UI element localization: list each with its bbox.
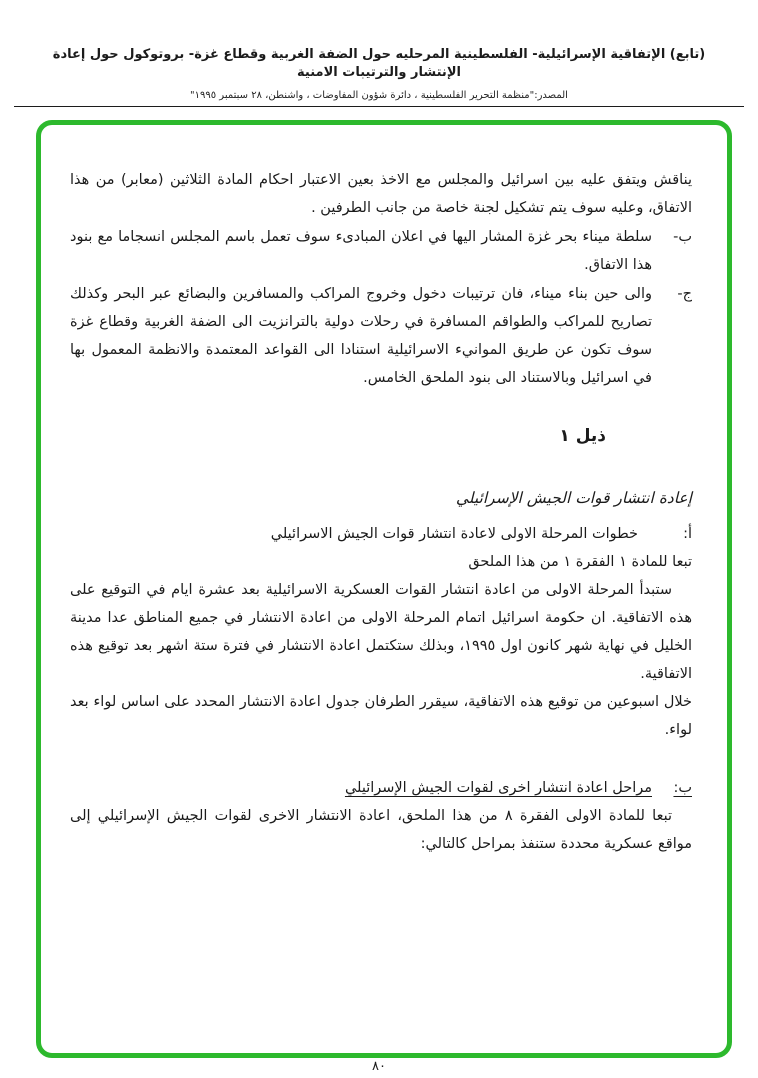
appendix-item-a-marker: أ:: [683, 526, 692, 543]
appendix-item-b-title: مراحل اعادة انتشار اخرى لقوات الجيش الإسرائيلي: [344, 780, 652, 797]
appendix-item-a-title: خطوات المرحلة الاولى لاعادة انتشار قوات الجيش الاسرائيلي: [270, 526, 638, 543]
appendix-item-a-paragraph-2: خلال اسبوعين من توقيع هذه الاتفاقية، سيقرر الطرفان جدول اعادة الانتشار المحدد على اساس لواء بعد لواء.: [70, 694, 692, 739]
list-item-b: [70, 223, 692, 279]
appendix-heading: ذيل ١: [559, 426, 606, 446]
appendix-item-b: [70, 774, 692, 802]
list-item-c: [70, 280, 692, 392]
document-title: (تابع) الإتفاقية الإسرائيلية- الفلسطينية المرحليه حول الضفة الغربية وقطاع غزة- بروتوكول حول إعادة الإنتشار والترتيبات الامنية: [52, 47, 706, 81]
appendix-item-b-marker: ب:: [673, 780, 692, 797]
intro-paragraph: يناقش ويتفق عليه بين اسرائيل والمجلس مع الاخذ بعين الاعتبار احكام المادة الثلاثين (معابر) من هذا الاتفاق، وعليه سوف يتم تشكيل لجنة خاصة من جانب الطرفين .: [70, 172, 692, 216]
appendix-item-a: [70, 520, 692, 548]
header-divider: [14, 106, 744, 107]
list-marker-c: ج-: [677, 286, 692, 302]
appendix-item-b-paragraph: تبعا للمادة الاولى الفقرة ٨ من هذا الملحق، اعادة الانتشار الاخرى لقوات الجيش الإسرائيلي إلى مواقع عسكرية محددة ستنفذ بمراحل كالتالي:: [70, 808, 692, 853]
page-number: ٨٠: [372, 1059, 386, 1074]
page-header: [0, 46, 758, 101]
list-item-b-text: سلطة ميناء بحر غزة المشار اليها في اعلان المبادىء سوف تعمل باسم المجلس انسجاما مع بنود هذا الاتفاق.: [70, 229, 652, 273]
document-body: [70, 166, 692, 858]
appendix-subtitle: إعادة انتشار قوات الجيش الإسرائيلي: [455, 489, 692, 508]
list-marker-b: ب-: [673, 229, 692, 245]
appendix-item-a-paragraph-1: ستبدأ المرحلة الاولى من اعادة انتشار القوات العسكرية الاسرائيلية بعد عشرة ايام في التوقيع على هذه الاتفاقية. ان حكومة اسرائيل اتمام المرحلة الاولى من اعادة الانتشار في جميع المناطق عدا مدينة الخليل في نهاية شهر كانون اول ١٩٩٥، وبذلك ستكتمل اعادة الانتشار في فترة ستة اشهر بعد توقيع هذه الاتفاقية.: [70, 582, 692, 683]
appendix-item-a-reference: تبعا للمادة ١ الفقرة ١ من هذا الملحق: [468, 554, 692, 571]
list-item-c-text: والى حين بناء ميناء، فان ترتيبات دخول وخروج المراكب والمسافرين والبضائع عبر البحر وكذلك تصاريح للمراكب والطواقم المسافرة في رحلات دولية بالترانزيت الى الضفة الغربية وقطاع غزة سوف تكون عن طريق الموانيء الاسرائيلية استنادا الى القواعد المعتمدة والانظمة المعمول بها في اسرائيل وبالاستناد الى بنود الملحق الخامس.: [70, 286, 652, 386]
document-source-line: المصدر:"منظمة التحرير الفلسطينية ، دائرة شؤون المفاوضات ، واشنطن، ٢٨ سبتمبر ١٩٩٥": [190, 90, 568, 102]
